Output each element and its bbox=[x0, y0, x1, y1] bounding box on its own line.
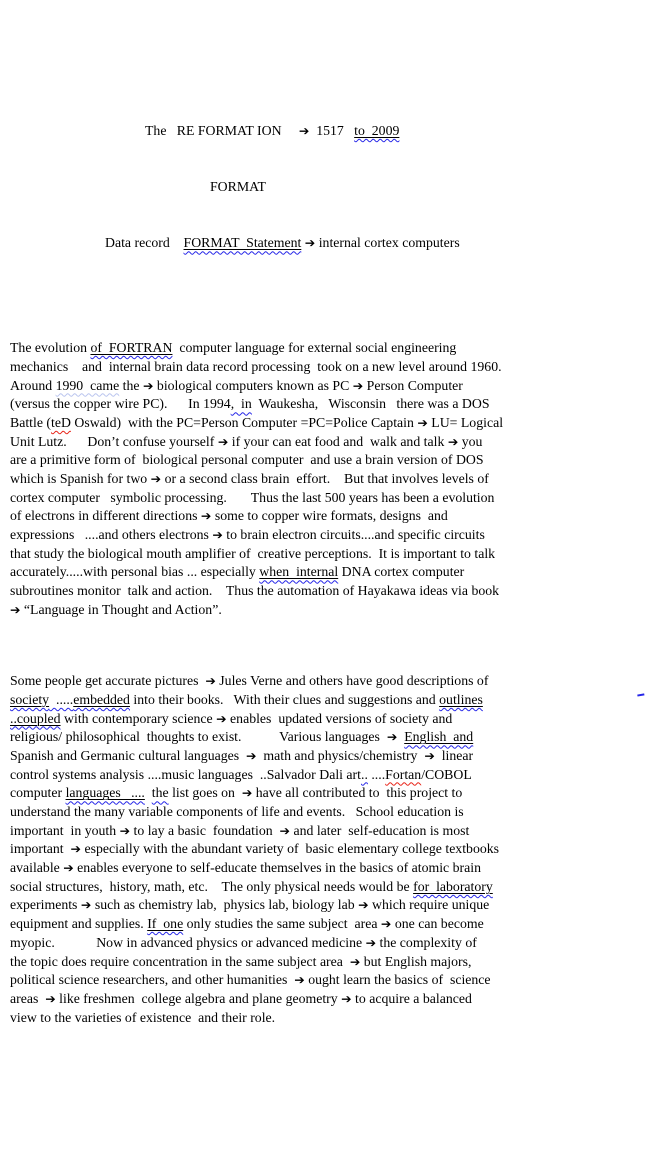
arrow-icon: ➔ bbox=[241, 785, 253, 801]
text-run: DNA cortex computer bbox=[338, 564, 465, 580]
arrow-icon: ➔ bbox=[212, 527, 223, 543]
text-run: list goes on bbox=[168, 785, 242, 801]
text-run: to acquire a balanced bbox=[351, 990, 472, 1006]
arrow-icon: ➔ bbox=[216, 710, 227, 726]
text-run: subroutines monitor talk and action. Thus the automation of Hayakawa ideas via book bbox=[10, 583, 500, 599]
text-run: linear bbox=[434, 747, 474, 763]
arrow-icon: ➔ bbox=[246, 747, 257, 763]
text-run: The evolution bbox=[10, 340, 91, 356]
arrow-icon: ➔ bbox=[142, 377, 154, 393]
text-run: 1517 bbox=[309, 123, 355, 139]
text-line bbox=[10, 766, 638, 785]
text-line bbox=[10, 971, 638, 990]
text-run: , in bbox=[230, 396, 252, 412]
text-line bbox=[10, 822, 638, 841]
text-line bbox=[10, 990, 638, 1009]
text-run: Jules Verne and others have good descriptions of bbox=[215, 673, 489, 689]
arrow-icon: ➔ bbox=[380, 916, 392, 932]
text-run: some to copper wire formats, designs and bbox=[211, 508, 448, 524]
text-run: available bbox=[10, 860, 64, 876]
text-line bbox=[10, 545, 638, 564]
arrow-icon: ➔ bbox=[217, 433, 229, 449]
text-run: if your can eat food and walk and talk bbox=[228, 433, 448, 449]
text-line bbox=[10, 672, 638, 691]
text-run: the topic does require concentration in the same subject area bbox=[10, 953, 350, 969]
text-line bbox=[10, 582, 638, 601]
text-run: LU= Logical bbox=[427, 414, 504, 430]
text-run: 1990 came bbox=[55, 377, 120, 393]
text-run bbox=[354, 123, 399, 138]
arrow-icon: ➔ bbox=[424, 747, 435, 763]
text-run: understand the many variable components of life and events. School education is bbox=[10, 804, 464, 820]
text-run: social structures, history, math, etc. The only physical needs would be bbox=[10, 878, 414, 894]
text-run: which is Spanish for two bbox=[10, 471, 151, 487]
text-run: like freshmen college algebra and plane geometry bbox=[55, 990, 342, 1006]
text-run: important in youth bbox=[10, 822, 120, 838]
text-run: biological computers known as PC bbox=[153, 377, 353, 393]
text-line bbox=[10, 784, 638, 803]
text-run: Oswald) with the PC=Person Computer =PC=Police Captain bbox=[70, 414, 418, 430]
arrow-icon: ➔ bbox=[205, 673, 216, 689]
text-line bbox=[10, 377, 638, 396]
text-run bbox=[66, 785, 145, 800]
title-line-3 bbox=[105, 234, 638, 253]
text-run bbox=[73, 692, 130, 707]
text-run: control systems analysis ....music languages ..Salvador Dali art bbox=[10, 766, 361, 782]
text-run: the bbox=[119, 377, 143, 393]
text-line bbox=[10, 859, 638, 878]
text-run: the bbox=[151, 785, 169, 801]
text-run: enables everyone to self-educate themselves in the basics of atomic brain bbox=[73, 860, 481, 876]
text-run bbox=[184, 235, 302, 250]
text-run: teD bbox=[51, 414, 71, 430]
text-line bbox=[10, 953, 638, 972]
arrow-icon: ➔ bbox=[304, 235, 316, 251]
text-run: only studies the same subject area bbox=[183, 916, 381, 932]
text-run bbox=[439, 692, 483, 707]
text-run: ..coupled bbox=[10, 710, 61, 726]
text-line bbox=[10, 1009, 638, 1028]
text-run: enables updated versions of society and bbox=[226, 710, 453, 726]
text-run: into their books. With their clues and suggestions and bbox=[129, 691, 440, 707]
text-line bbox=[10, 601, 638, 620]
text-run: Battle ( bbox=[10, 414, 51, 430]
text-run: political science researchers, and other humanities bbox=[10, 972, 295, 988]
text-run: to brain electron circuits....and specific circuits bbox=[222, 527, 485, 543]
text-run: you bbox=[458, 433, 483, 449]
text-run: “Language in Thought and Action”. bbox=[20, 601, 222, 617]
text-line bbox=[10, 507, 638, 526]
arrow-icon: ➔ bbox=[352, 377, 364, 393]
text-run: computer language for external social engineering bbox=[172, 340, 457, 356]
arrow-icon: ➔ bbox=[341, 990, 352, 1006]
text-run bbox=[413, 879, 493, 894]
text-run: when internal bbox=[259, 564, 339, 580]
text-run bbox=[10, 692, 49, 707]
text-run: Around bbox=[10, 377, 56, 393]
text-run: with contemporary science bbox=[60, 710, 217, 726]
arrow-icon: ➔ bbox=[386, 729, 398, 745]
text-line bbox=[10, 470, 638, 489]
text-run bbox=[90, 340, 172, 355]
text-run: to lay a basic foundation bbox=[130, 822, 280, 838]
text-run: myopic. Now in advanced physics or advanced medicine bbox=[10, 934, 366, 950]
text-run: society bbox=[10, 691, 50, 707]
text-run: English and bbox=[404, 729, 474, 745]
text-run: experiments bbox=[10, 897, 81, 913]
text-run: areas bbox=[10, 990, 46, 1006]
text-line bbox=[10, 915, 638, 934]
arrow-icon: ➔ bbox=[417, 414, 428, 430]
text-run: (versus the copper wire PC). In 1994 bbox=[10, 396, 231, 412]
paragraph-1 bbox=[10, 339, 638, 619]
text-run: languages .... bbox=[65, 785, 145, 801]
text-run: equipment and supplies. bbox=[10, 916, 148, 932]
text-run: Spanish and Germanic cultural languages bbox=[10, 747, 247, 763]
text-run: for laboratory bbox=[413, 878, 493, 894]
text-run: accurately.....with personal bias ... especially bbox=[10, 564, 260, 580]
arrow-icon: ➔ bbox=[349, 953, 361, 969]
text-line bbox=[10, 896, 638, 915]
text-run: embedded bbox=[73, 691, 130, 707]
arrow-icon: ➔ bbox=[298, 123, 310, 139]
arrow-icon: ➔ bbox=[119, 822, 131, 838]
text-run: Waukesha, Wisconsin there was a DOS bbox=[251, 396, 490, 412]
text-run: math and physics/chemistry bbox=[256, 747, 425, 763]
text-run: Fortan bbox=[385, 766, 422, 782]
paragraph-2 bbox=[10, 672, 638, 1027]
text-run: computer bbox=[10, 785, 66, 801]
text-run: .... bbox=[367, 766, 386, 782]
arrow-icon: ➔ bbox=[358, 897, 369, 913]
text-run: such as chemistry lab, physics lab, biology lab bbox=[91, 897, 359, 913]
text-run: view to the varieties of existence and their role. bbox=[10, 1009, 276, 1025]
text-run: /COBOL bbox=[421, 766, 472, 782]
text-run: ..... bbox=[49, 691, 74, 707]
text-run: of electrons in different directions bbox=[10, 508, 201, 524]
text-line bbox=[10, 451, 638, 470]
text-run: .. bbox=[361, 766, 368, 782]
text-line bbox=[10, 433, 638, 452]
text-run: but English majors, bbox=[360, 953, 472, 969]
text-run: the complexity of bbox=[376, 934, 477, 950]
text-run: or a second class brain effort. But that involves levels of bbox=[161, 471, 489, 487]
text-run: one can become bbox=[391, 916, 484, 932]
text-run: and later self-education is most bbox=[290, 822, 470, 838]
arrow-icon: ➔ bbox=[279, 822, 291, 838]
text-run: important bbox=[10, 841, 71, 857]
text-run bbox=[147, 916, 183, 931]
stray-mark bbox=[637, 689, 645, 696]
text-line bbox=[10, 710, 638, 729]
text-run: have all contributed to this project to bbox=[252, 785, 463, 801]
text-run: of FORTRAN bbox=[90, 340, 173, 356]
text-run: FORMAT bbox=[210, 179, 266, 195]
text-run: which require unique bbox=[368, 897, 490, 913]
text-run: religious/ philosophical thoughts to exist. Various languages bbox=[10, 729, 387, 745]
arrow-icon: ➔ bbox=[63, 860, 74, 876]
arrow-icon: ➔ bbox=[45, 990, 56, 1006]
title-line-2 bbox=[210, 178, 638, 197]
title-line-1 bbox=[145, 122, 638, 141]
text-run: Data record bbox=[105, 235, 184, 251]
document-title bbox=[10, 85, 638, 272]
text-run: Person Computer bbox=[363, 377, 463, 393]
text-run: Some people get accurate pictures bbox=[10, 673, 206, 689]
text-run bbox=[259, 564, 338, 579]
arrow-icon: ➔ bbox=[294, 972, 305, 988]
text-line bbox=[10, 934, 638, 953]
text-line bbox=[10, 526, 638, 545]
text-line bbox=[10, 339, 638, 358]
text-run bbox=[10, 711, 61, 726]
text-line bbox=[10, 747, 638, 766]
text-run bbox=[145, 785, 152, 800]
text-run: especially with the abundant variety of basic elementary college textbooks bbox=[81, 841, 500, 857]
text-line bbox=[10, 691, 638, 710]
text-line bbox=[10, 563, 638, 582]
text-run: If one bbox=[147, 916, 184, 932]
text-run: ought learn the basics of science bbox=[304, 972, 491, 988]
text-line bbox=[10, 414, 638, 433]
text-run: mechanics and internal brain data record processing took on a new level around 1960. bbox=[10, 358, 502, 374]
text-line bbox=[10, 840, 638, 859]
text-run: that study the biological mouth amplifier of creative perceptions. It is important to talk bbox=[10, 545, 496, 561]
text-line bbox=[10, 728, 638, 747]
text-run: internal cortex computers bbox=[315, 235, 460, 251]
text-line bbox=[10, 395, 638, 414]
text-run: to 2009 bbox=[354, 123, 400, 139]
text-run: The RE FORMAT ION bbox=[145, 123, 299, 139]
arrow-icon: ➔ bbox=[80, 897, 92, 913]
arrow-icon: ➔ bbox=[200, 508, 212, 524]
text-run bbox=[404, 729, 473, 744]
arrow-icon: ➔ bbox=[365, 934, 377, 950]
arrow-icon: ➔ bbox=[150, 471, 162, 487]
text-run: FORMAT Statement bbox=[183, 235, 302, 251]
text-run: cortex computer symbolic processing. Thus the last 500 years has been a evolution bbox=[10, 489, 495, 505]
text-run: outlines bbox=[439, 691, 483, 707]
arrow-icon: ➔ bbox=[447, 433, 459, 449]
text-line bbox=[10, 358, 638, 377]
text-run: Unit Lutz. Don’t confuse yourself bbox=[10, 433, 218, 449]
text-run: are a primitive form of biological personal computer and use a brain version of DOS bbox=[10, 452, 484, 468]
text-line bbox=[10, 489, 638, 508]
arrow-icon: ➔ bbox=[70, 841, 82, 857]
text-line bbox=[10, 878, 638, 897]
arrow-icon: ➔ bbox=[10, 601, 21, 617]
text-run: expressions ....and others electrons bbox=[10, 527, 213, 543]
